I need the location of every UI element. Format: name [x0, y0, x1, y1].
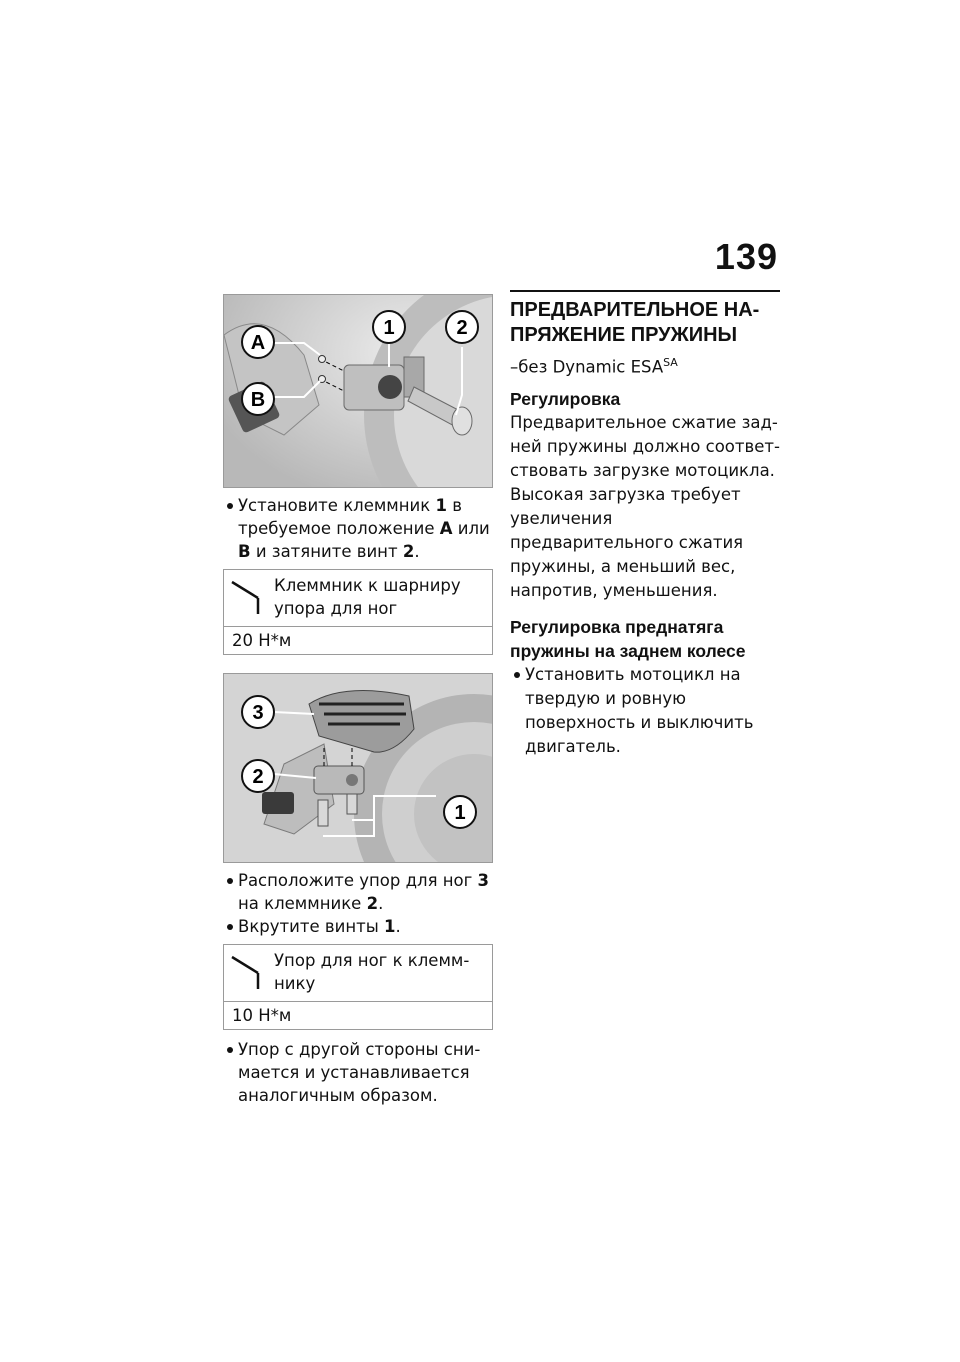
torque-value: 10 Н*м — [232, 1006, 292, 1025]
footrest-illustration — [224, 674, 492, 862]
left-column — [223, 294, 493, 1107]
figure1-label-a: A — [250, 332, 266, 354]
torque-label: Упор для ног к клеммнику — [274, 951, 470, 993]
figure-footrest-mount — [223, 673, 493, 863]
figure1-label-2: 2 — [456, 317, 468, 339]
figure2-label-2: 2 — [252, 766, 264, 788]
adjustment-paragraph: Предварительное сжатие задней пружины должно соответствовать загрузке мотоцикла. Высокая загрузка требует увеличения предварительного сжатия пружины, а меньший вес, напротив, уменьшения. — [510, 412, 780, 600]
variant-note: –без Dynamic $ESA^{SA}$ — [510, 356, 678, 377]
torque-wrench-icon — [224, 570, 266, 626]
subheading-adjustment: Регулировка — [510, 388, 621, 409]
section-rule — [510, 290, 780, 292]
step-park-motorcycle: Установить мотоцикл на твердую и ровную поверхность и выключить двигатель. — [510, 663, 780, 759]
figure-clamp-install — [223, 294, 493, 488]
torque-wrench-icon — [224, 945, 266, 1001]
right-column — [510, 290, 780, 759]
step-install-clamp: Установите клеммник 1 в требуемое положение A или B и затяните винт 2. — [223, 494, 493, 563]
clamp-illustration — [224, 295, 492, 487]
step-other-side: Упор с другой стороны снимается и устанавливается аналогичным образом. — [223, 1038, 493, 1107]
step-place-footrest: Расположите упор для ног 3 на клеммнике 2. — [223, 869, 493, 915]
figure1-label-b: B — [250, 389, 266, 411]
subheading-rear-preload: Регулировка преднатяга пружины на заднем колесе — [510, 616, 746, 661]
torque-box-clamp — [223, 569, 493, 655]
figure2-label-3: 3 — [252, 702, 264, 724]
page-number: 139 — [714, 236, 778, 277]
torque-value: 20 Н*м — [232, 631, 292, 650]
section-heading: ПРЕДВАРИТЕЛЬНОЕ НАПРЯЖЕНИЕ ПРУЖИНЫ — [510, 299, 760, 346]
torque-box-footrest — [223, 944, 493, 1030]
step-screw-in: Вкрутите винты 1. — [223, 915, 493, 938]
figure2-label-1: 1 — [454, 802, 466, 824]
torque-label: Клеммник к шарниру упора для ног — [274, 576, 461, 618]
figure1-label-1: 1 — [383, 317, 395, 339]
